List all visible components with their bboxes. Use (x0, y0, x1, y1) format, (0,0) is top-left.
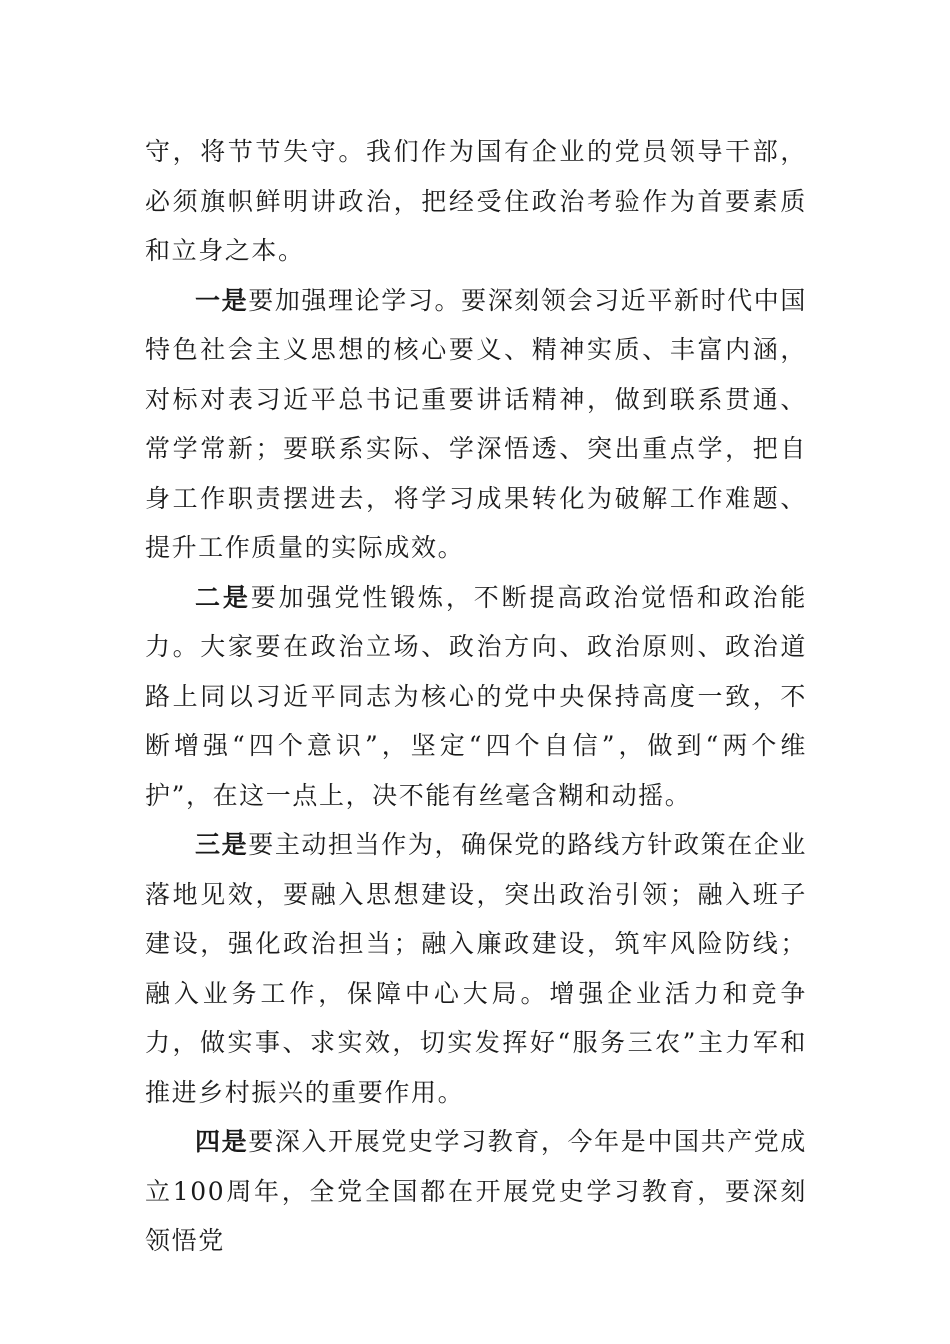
paragraph-text: 要主动担当作为，确保党的路线方针政策在企业落地见效，要融入思想建设，突出政治引领；融入班子建设，强化政治担当；融入廉政建设，筑牢风险防线；融入业务工作，保障中心大局。增强企业活力和竞争力，做实事、求实效，切实发挥好“服务三农”主力军和推进乡村振兴的重要作用。 (145, 830, 807, 1107)
paragraph-text: 要深入开展党史学习教育，今年是中国共产党成立100周年，全党全国都在开展党史学习教育，要深刻领悟党 (145, 1127, 807, 1255)
paragraph-point-3 (145, 820, 807, 1117)
paragraph-lead: 一是 (195, 285, 249, 315)
paragraph-point-2 (145, 573, 807, 821)
paragraph-text: 要加强党性锻炼，不断提高政治觉悟和政治能力。大家要在政治立场、政治方向、政治原则、政治道路上同以习近平同志为核心的党中央保持高度一致，不断增强“四个意识”，坚定“四个自信”，做到“两个维护”，在这一点上，决不能有丝毫含糊和动摇。 (145, 582, 807, 810)
paragraph-lead: 二是 (195, 582, 251, 612)
paragraph-text: 守，将节节失守。我们作为国有企业的党员领导干部，必须旗帜鲜明讲政治，把经受住政治考验作为首要素质和立身之本。 (145, 137, 807, 265)
paragraph-continuation (145, 127, 807, 276)
paragraph-lead: 三是 (195, 830, 249, 859)
paragraph-text: 要加强理论学习。要深刻领会习近平新时代中国特色社会主义思想的核心要义、精神实质、丰富内涵，对标对表习近平总书记重要讲话精神，做到联系贯通、常学常新；要联系实际、学深悟透、突出重点学，把自身工作职责摆进去，将学习成果转化为破解工作难题、提升工作质量的实际成效。 (145, 285, 807, 562)
paragraph-point-4 (145, 1117, 807, 1266)
paragraph-point-1 (145, 276, 807, 573)
document-body (145, 127, 807, 1266)
paragraph-lead: 四是 (195, 1127, 249, 1156)
